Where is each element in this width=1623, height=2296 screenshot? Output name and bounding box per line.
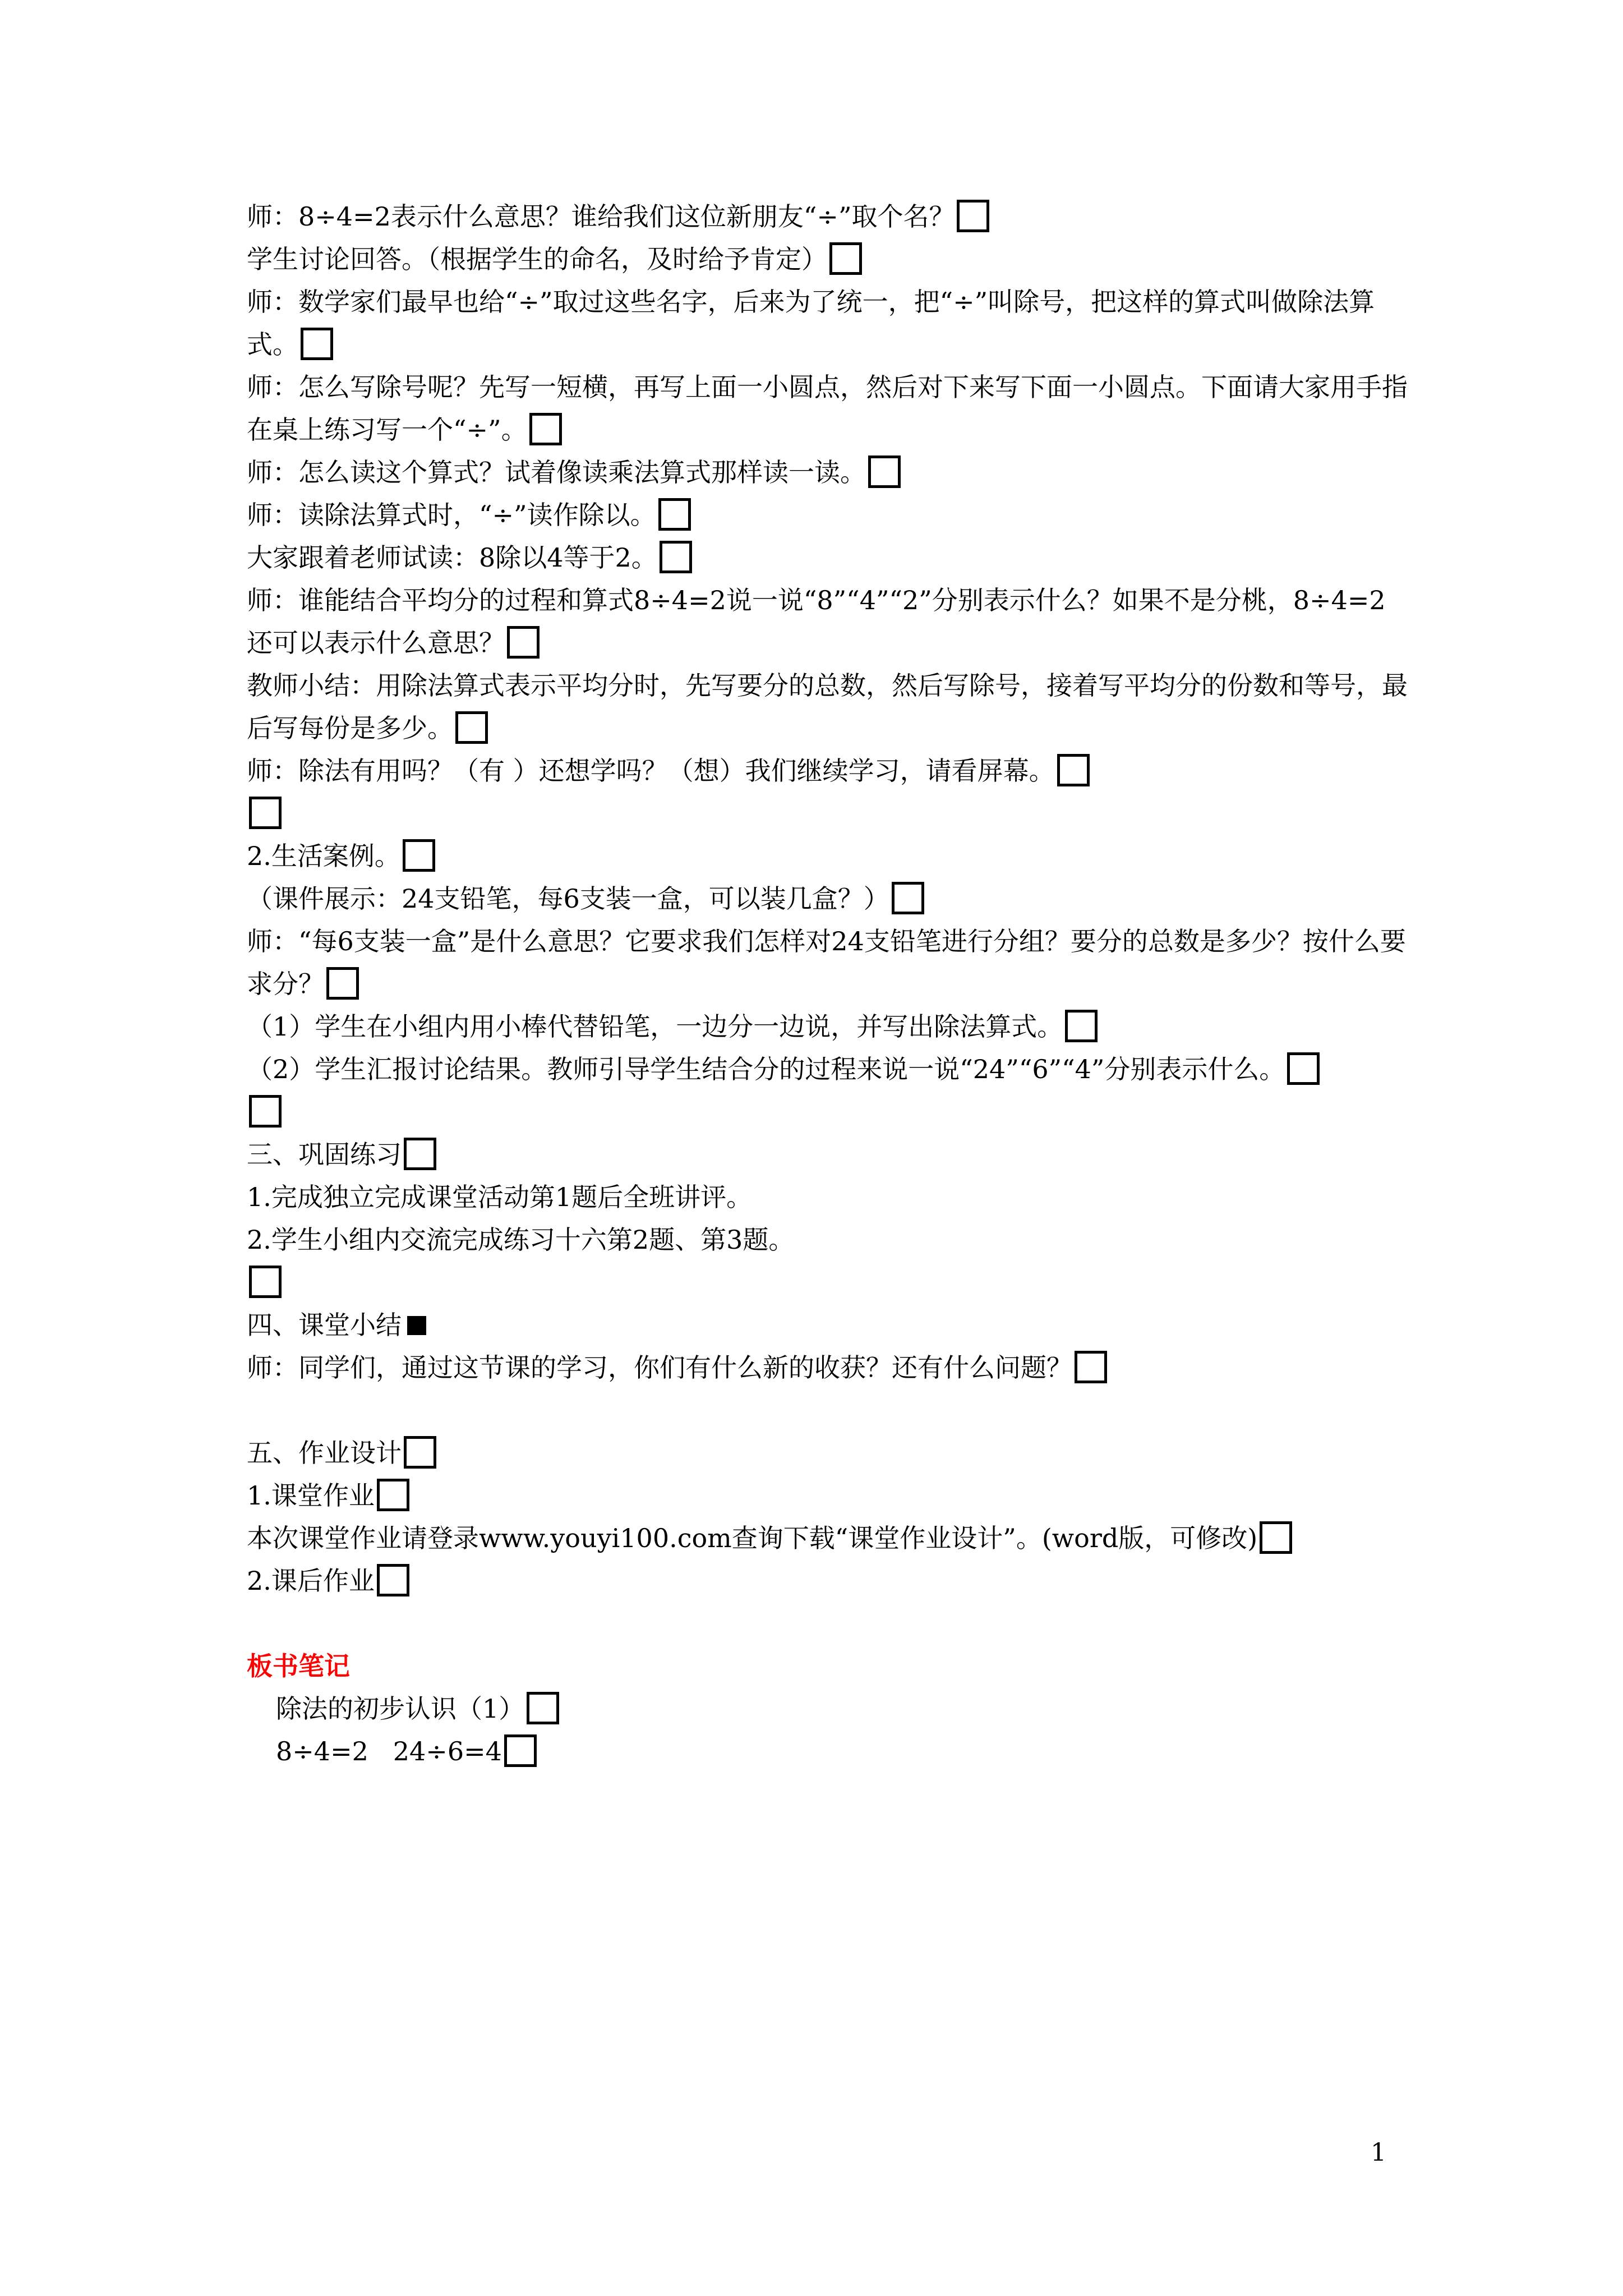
- paragraph: [247, 1176, 1408, 1218]
- paragraph-text: 2.学生小组内交流完成练习十六第2题、第3题。: [247, 1225, 795, 1255]
- empty-square-icon: [377, 1479, 409, 1511]
- empty-square-icon: [957, 200, 989, 232]
- paragraph: [247, 1048, 1408, 1091]
- empty-square-icon: [504, 1734, 537, 1767]
- empty-square-icon: [1057, 754, 1090, 786]
- paragraph-text: 本次课堂作业请登录www.youyi100.com查询下载“课堂作业设计”。(word版，可修改): [247, 1523, 1258, 1553]
- paragraph-text: 师：读除法算式时，“÷”读作除以。: [247, 500, 656, 530]
- blank-line: [247, 1389, 1408, 1432]
- paragraph-text: （1）学生在小组内用小棒代替铅笔，一边分一边说，并写出除法算式。: [247, 1011, 1063, 1042]
- empty-square-icon: [1260, 1521, 1292, 1554]
- paragraph-text: 大家跟着老师试读：8除以4等于2。: [247, 542, 657, 573]
- board-notes-line1: [247, 1687, 1408, 1730]
- paragraph-text: 师：谁能结合平均分的过程和算式8÷4=2说一说“8”“4”“2”分别表示什么？如果不是分桃，8÷4=2还可以表示什么意思？: [247, 585, 1386, 658]
- paragraph-text: （2）学生汇报讨论结果。教师引导学生结合分的过程来说一说“24”“6”“4”分别表示什么。: [247, 1054, 1285, 1084]
- paragraph: [247, 536, 1408, 579]
- paragraph: [247, 1559, 1408, 1602]
- paragraph-text: 三、巩固练习: [247, 1139, 402, 1170]
- paragraph: [247, 451, 1408, 494]
- empty-square-icon: [404, 1138, 436, 1170]
- paragraph: [247, 920, 1408, 1005]
- paragraph-text: 学生讨论回答。（根据学生的命名，及时给予肯定）: [247, 244, 827, 274]
- paragraph-text: 四、课堂小结: [247, 1310, 402, 1340]
- empty-square-icon: [660, 541, 692, 573]
- board-notes-text: 除法的初步认识（1）: [276, 1694, 525, 1724]
- paragraph-text: 师：数学家们最早也给“÷”取过这些名字，后来为了统一，把“÷”叫除号，把这样的算式叫做除法算式。: [247, 287, 1375, 360]
- paragraph-text: 师：8÷4=2表示什么意思？谁给我们这位新朋友“÷”取个名？: [247, 201, 955, 232]
- paragraph: [247, 749, 1408, 792]
- empty-square-icon: [527, 1692, 559, 1724]
- empty-square-icon: [1065, 1010, 1098, 1042]
- board-notes-heading: 板书笔记: [247, 1651, 350, 1681]
- paragraph: [247, 1474, 1408, 1517]
- blank-line: [247, 1602, 1408, 1645]
- paragraph: [247, 1005, 1408, 1048]
- empty-square-icon: [249, 1095, 282, 1128]
- paragraph: [247, 280, 1408, 366]
- board-notes-line2: [247, 1730, 1408, 1773]
- empty-square-icon: [403, 839, 435, 872]
- paragraph: [247, 579, 1408, 664]
- paragraph: [247, 494, 1408, 536]
- paragraph-text: 1.完成独立完成课堂活动第1题后全班讲评。: [247, 1182, 753, 1212]
- paragraph: [247, 1432, 1408, 1474]
- paragraph-text: 师：“每6支装一盒”是什么意思？它要求我们怎样对24支铅笔进行分组？要分的总数是多少？按什么要求分？: [247, 926, 1406, 999]
- paragraph-text: （课件展示：24支铅笔，每6支装一盒，可以装几盒？）: [247, 884, 889, 914]
- paragraph: [247, 1261, 1408, 1304]
- paragraph: [247, 1517, 1408, 1559]
- paragraph-text: 师：怎么写除号呢？先写一短横，再写上面一小圆点，然后对下来写下面一小圆点。下面请大家用手指在桌上练习写一个“÷”。: [247, 372, 1408, 445]
- paragraph-text: 2.课后作业: [247, 1566, 375, 1596]
- empty-square-icon: [455, 711, 488, 744]
- empty-square-icon: [377, 1564, 409, 1596]
- empty-square-icon: [868, 455, 901, 488]
- paragraph: [247, 1304, 1408, 1346]
- paragraph-text: 师：除法有用吗？（有 ）还想学吗？（想）我们继续学习，请看屏幕。: [247, 756, 1055, 786]
- empty-square-icon: [658, 498, 691, 531]
- paragraph: [247, 792, 1408, 835]
- paragraph: [247, 835, 1408, 877]
- empty-square-icon: [1075, 1351, 1107, 1383]
- paragraph-text: 教师小结：用除法算式表示平均分时，先写要分的总数，然后写除号，接着写平均分的份数和等号，最后写每份是多少。: [247, 670, 1408, 743]
- empty-square-icon: [829, 242, 862, 275]
- paragraph: [247, 1091, 1408, 1133]
- paragraph: [247, 195, 1408, 238]
- filled-square-icon: [407, 1316, 426, 1335]
- empty-square-icon: [326, 967, 359, 1000]
- empty-square-icon: [249, 797, 282, 829]
- paragraph-text: 师：同学们，通过这节课的学习，你们有什么新的收获？还有什么问题？: [247, 1352, 1072, 1383]
- paragraph-text: 五、作业设计: [247, 1438, 402, 1468]
- empty-square-icon: [404, 1436, 436, 1469]
- paragraph: [247, 1133, 1408, 1176]
- empty-square-icon: [507, 626, 540, 659]
- empty-square-icon: [529, 413, 562, 445]
- paragraph: [247, 238, 1408, 280]
- empty-square-icon: [892, 882, 924, 914]
- paragraph-text: 师：怎么读这个算式？试着像读乘法算式那样读一读。: [247, 457, 866, 487]
- paragraph: [247, 366, 1408, 451]
- lesson-content: [247, 195, 1408, 1773]
- empty-square-icon: [1287, 1052, 1320, 1085]
- empty-square-icon: [249, 1266, 282, 1298]
- paragraph: [247, 877, 1408, 920]
- paragraph-text: 2.生活案例。: [247, 841, 400, 871]
- paragraph: [247, 1218, 1408, 1261]
- paragraph-text: 1.课堂作业: [247, 1480, 375, 1511]
- board-notes-text: 8÷4=2 24÷6=4: [276, 1736, 502, 1766]
- empty-square-icon: [301, 328, 333, 360]
- page-number: 1: [1371, 2138, 1386, 2167]
- paragraph: [247, 664, 1408, 749]
- paragraph: [247, 1346, 1408, 1389]
